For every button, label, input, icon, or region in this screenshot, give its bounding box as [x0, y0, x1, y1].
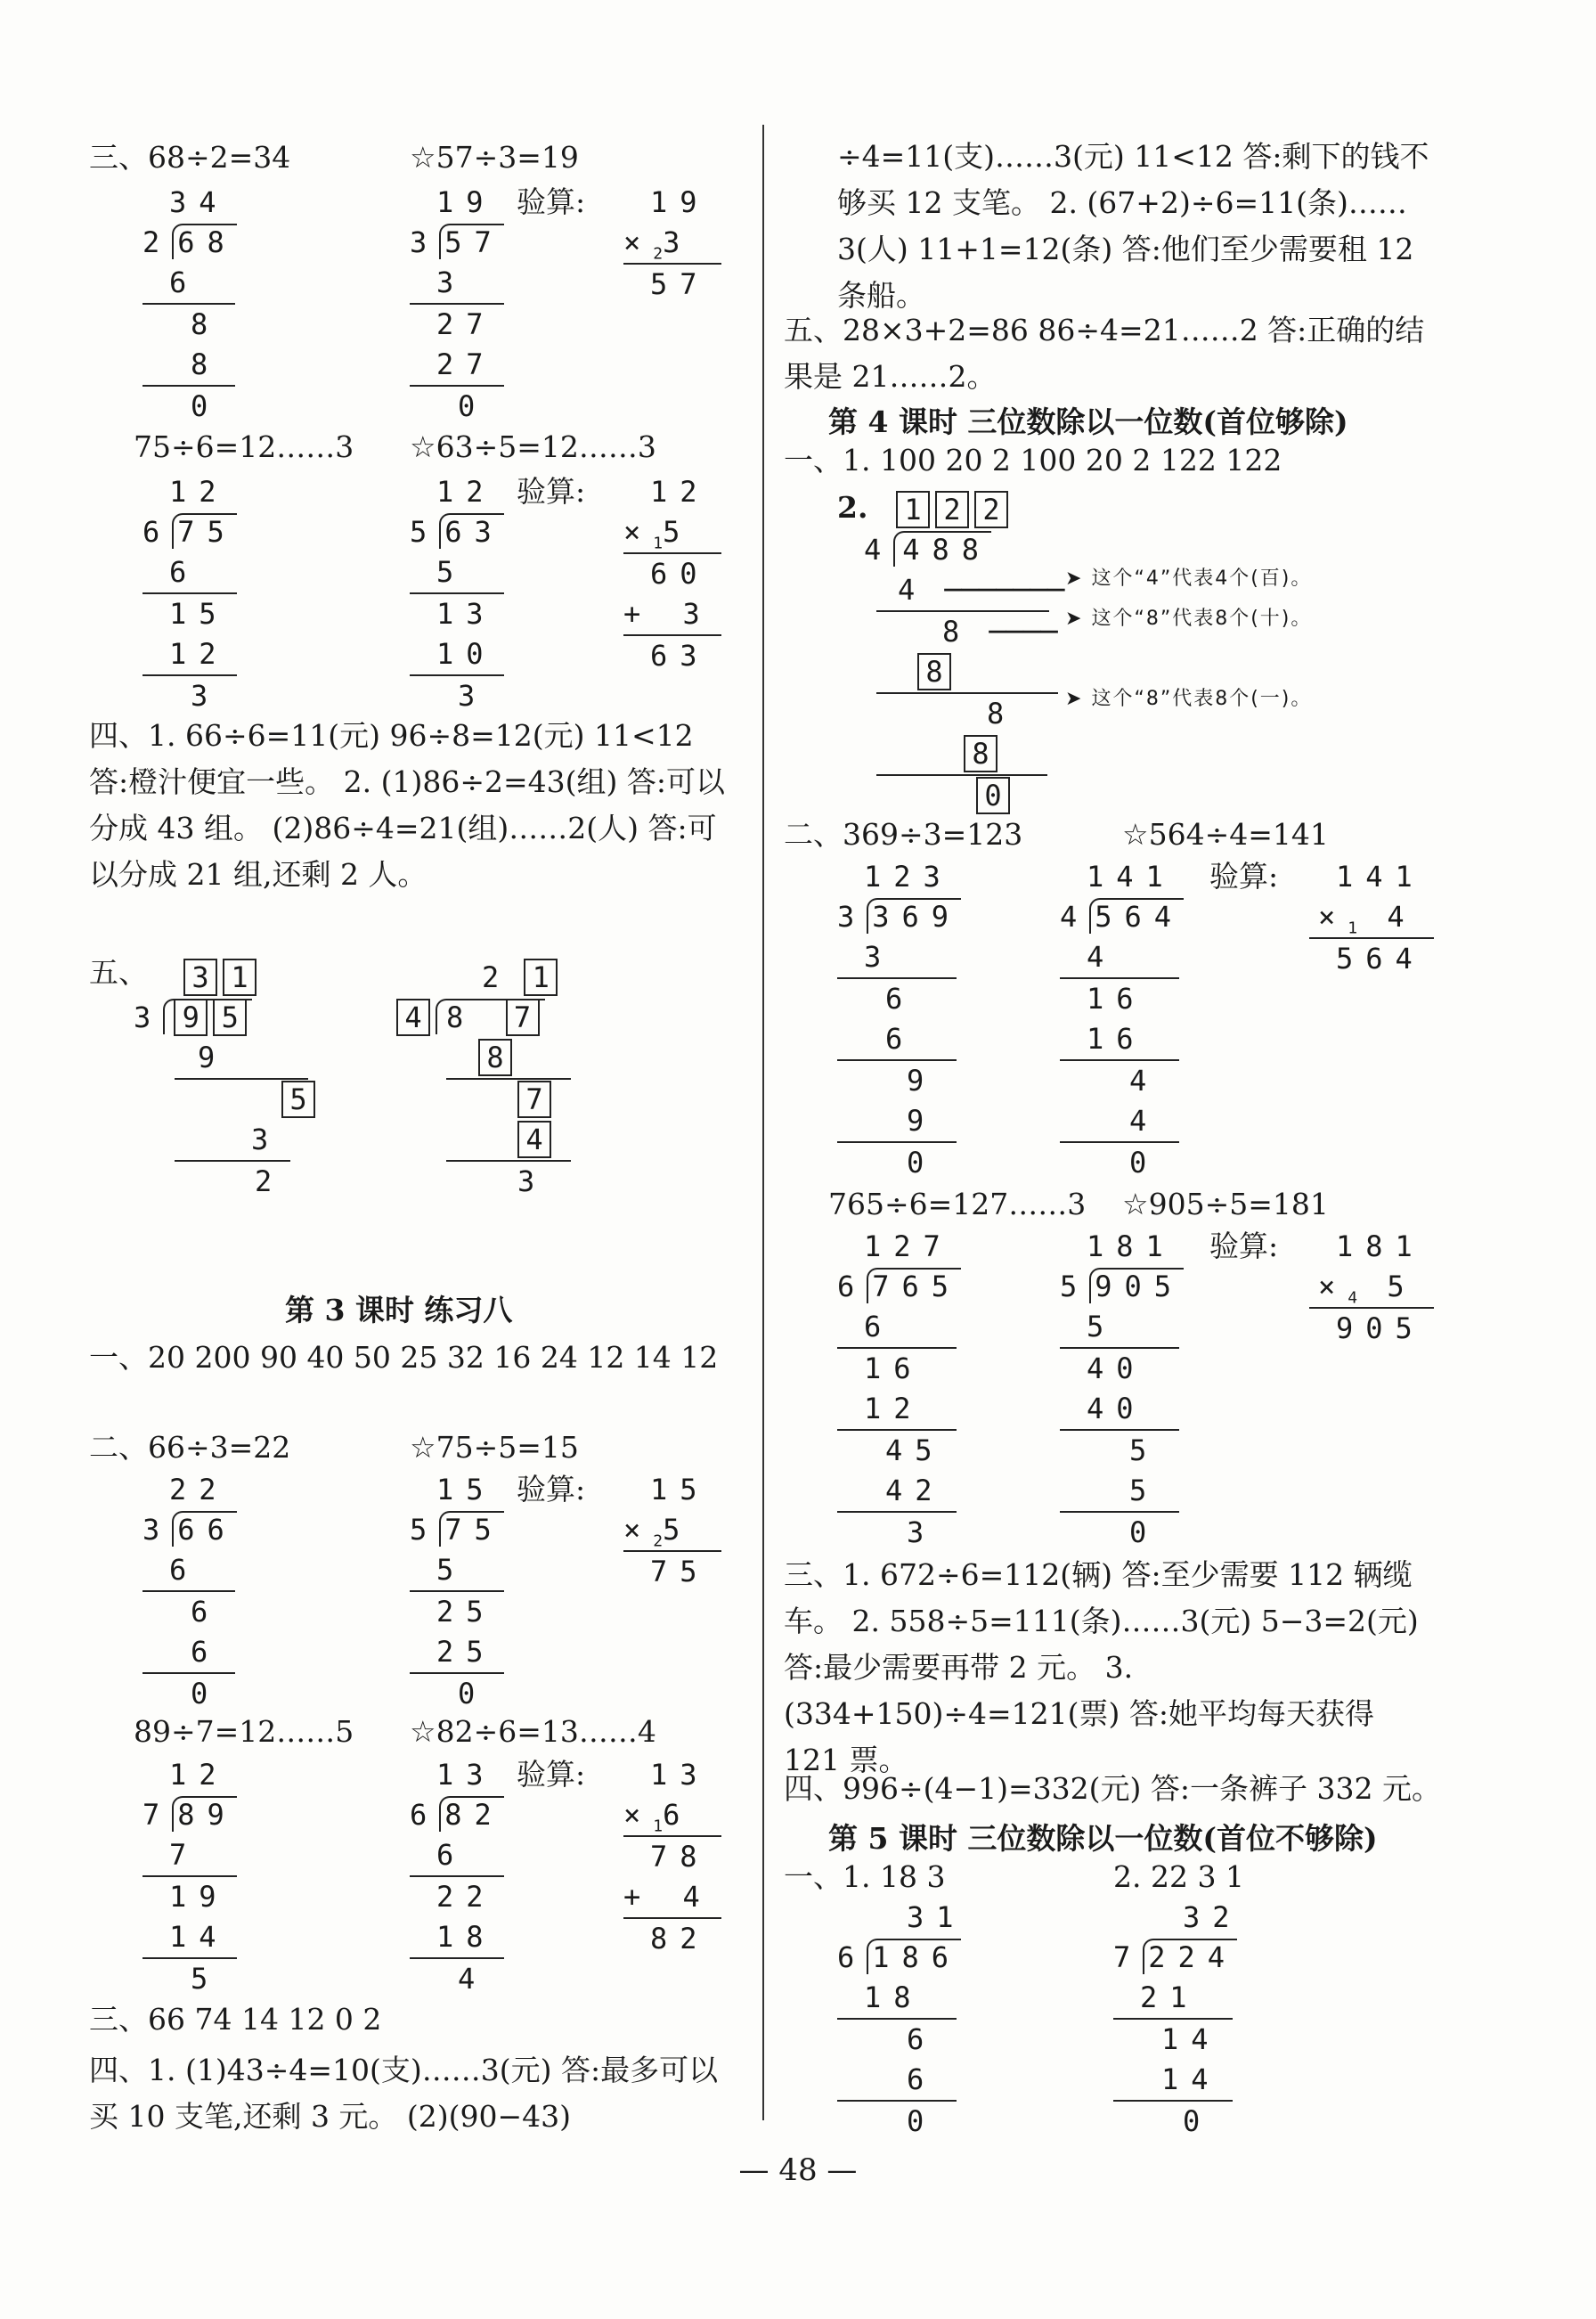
lesson-3-s1: 一、20 200 90 40 50 25 32 16 24 12 14 12: [89, 1340, 719, 1375]
check-label: 验算:: [1209, 859, 1279, 894]
long-division: 32 7 224 21 14 14 0: [1113, 1898, 1242, 2142]
page-number: — 48 —: [738, 2152, 858, 2188]
lesson-5-heading: 第 5 课时 三位数除以一位数(首位不够除): [828, 1821, 1378, 1856]
check-label: 验算:: [517, 1757, 586, 1792]
section-4-text: 四、1. 66÷6=11(元) 96÷8=12(元) 11<12 答:橙汁便宜一些。 2. (1)86÷2=43(组) 答:可以分成 43 组。 (2)86÷4=21(组)……2(人) 答:可以分成 21 组,还剩 2 人。: [89, 718, 725, 892]
long-division: 31 6 186 18 6 6 0: [837, 1898, 966, 2142]
place-note-tens: ➤ 这个“8”代表8个(十)。: [1065, 608, 1313, 630]
long-division: 12 5 63 5 13 10 3: [410, 472, 504, 716]
section-3-eq4: ☆63÷5=12……3: [410, 429, 656, 464]
lesson-4-s1: 一、1. 100 20 2 100 20 2 122 122: [784, 443, 1282, 478]
long-division: 181 5 905 5 40 40 5 5 0: [1060, 1227, 1184, 1553]
check-calc: 13 $\times_16$ 78 + 4 82: [623, 1755, 721, 1959]
long-division: 22 3 66 6 6 6 0: [142, 1470, 237, 1714]
long-division: 13 6 82 6 22 18 4: [410, 1755, 504, 1999]
check-label: 验算:: [1209, 1229, 1279, 1263]
section-5-text: 五、28×3+2=86 86÷4=21……2 答:正确的结果是 21……2。: [784, 313, 1425, 394]
lesson-4-s2-eq3: 765÷6=127……3: [828, 1187, 1087, 1221]
lesson-4-s3: 三、1. 672÷6=112(辆) 答:至少需要 112 辆缆车。 2. 558÷5=111(条)……3(元) 5−3=2(元) 答:最少需要再带 2 元。 3. (334+150)÷4=121(票) 答:她平均每天获得 121 票。: [784, 1557, 1419, 1777]
check-calc: 15 $\times_25$ 75: [623, 1470, 721, 1592]
lesson-4-s4: 四、996÷(4−1)=332(元) 答:一条裤子 332 元。: [784, 1771, 1441, 1806]
long-division: 15 5 75 5 25 25 0: [410, 1470, 504, 1714]
right-column: [784, 0, 1443, 2156]
section-3-eq2: ☆57÷3=19: [410, 140, 579, 175]
long-division: 127 6 765 6 16 12 45 42 3: [837, 1227, 961, 1553]
lesson-4-s1-2: 2.: [837, 490, 868, 525]
place-note-hundreds: ➤ 这个“4”代表4个(百)。: [1065, 568, 1313, 590]
lesson-3-heading: 第 3 课时 练习八: [285, 1293, 513, 1327]
lesson-3-s3: 三、66 74 14 12 0 2: [89, 2002, 382, 2037]
long-division: 123 3 369 3 6 6 9 9 0: [837, 857, 961, 1183]
lesson-4-s2-eq2: ☆564÷4=141: [1122, 817, 1329, 852]
long-division: 12 7 89 7 19 14 5: [142, 1755, 237, 1999]
lesson-3-s2-eq1: 二、66÷3=22: [89, 1430, 291, 1465]
lesson-3-s4: 四、1. (1)43÷4=10(支)……3(元) 答:最多可以买 10 支笔,还剩 3 元。 (2)(90−43): [89, 2053, 719, 2134]
lesson-3-s2-eq3: 89÷7=12……5: [134, 1714, 354, 1749]
long-division: 141 4 564 4 16 16 4 4 0: [1060, 857, 1184, 1183]
lesson-3-s2-eq4: ☆82÷6=13……4: [410, 1714, 656, 1749]
left-column: [89, 0, 748, 2156]
check-label: 验算:: [517, 184, 586, 219]
check-calc: 141 $\times_1$ 4 564: [1309, 857, 1434, 979]
section-5-label: 五、: [89, 955, 148, 990]
lesson-4-s2-eq1: 二、369÷3=123: [784, 817, 1023, 852]
lesson-5-s1b: 2. 22 3 1: [1113, 1859, 1244, 1894]
long-division: 34 2 68 6 8 8 0: [142, 183, 237, 427]
long-division-boxes: 2 1 4 8 7 8 7 4 3: [396, 958, 571, 1202]
section-3-eq1: 三、68÷2=34: [89, 140, 291, 175]
check-label: 验算:: [517, 474, 586, 509]
continued-text: ÷4=11(支)……3(元) 11<12 答:剩下的钱不够买 12 支笔。 2. (67+2)÷6=11(条)……3(人) 11+1=12(条) 答:他们至少需要租 12 条船。: [837, 139, 1429, 313]
long-division-boxes: 3 1 3 9 5 9 5 3 2: [134, 958, 308, 1202]
section-3-eq3: 75÷6=12……3: [134, 429, 354, 464]
check-calc: 19 $\times_23$ 57: [623, 183, 721, 305]
lesson-4-heading: 第 4 课时 三位数除以一位数(首位够除): [828, 404, 1348, 439]
long-division: 12 6 75 6 15 12 3: [142, 472, 237, 716]
long-division-place-value: 1 2 2 4 488 4 ─────── 8 ──── 8 8 8 0: [864, 490, 1064, 816]
check-label: 验算:: [517, 1472, 586, 1507]
lesson-4-s2-eq4: ☆905÷5=181: [1122, 1187, 1329, 1221]
check-calc: 181 $\times_4$ 5 905: [1309, 1227, 1434, 1349]
column-divider: [762, 125, 764, 2120]
lesson-3-s2-eq2: ☆75÷5=15: [410, 1430, 579, 1465]
place-note-ones: ➤ 这个“8”代表8个(一)。: [1065, 688, 1313, 710]
lesson-5-s1a: 一、1. 18 3: [784, 1859, 946, 1894]
long-division: 19 3 57 3 27 27 0: [410, 183, 504, 427]
check-calc: 12 $\times_15$ 60 + 3 63: [623, 472, 721, 676]
